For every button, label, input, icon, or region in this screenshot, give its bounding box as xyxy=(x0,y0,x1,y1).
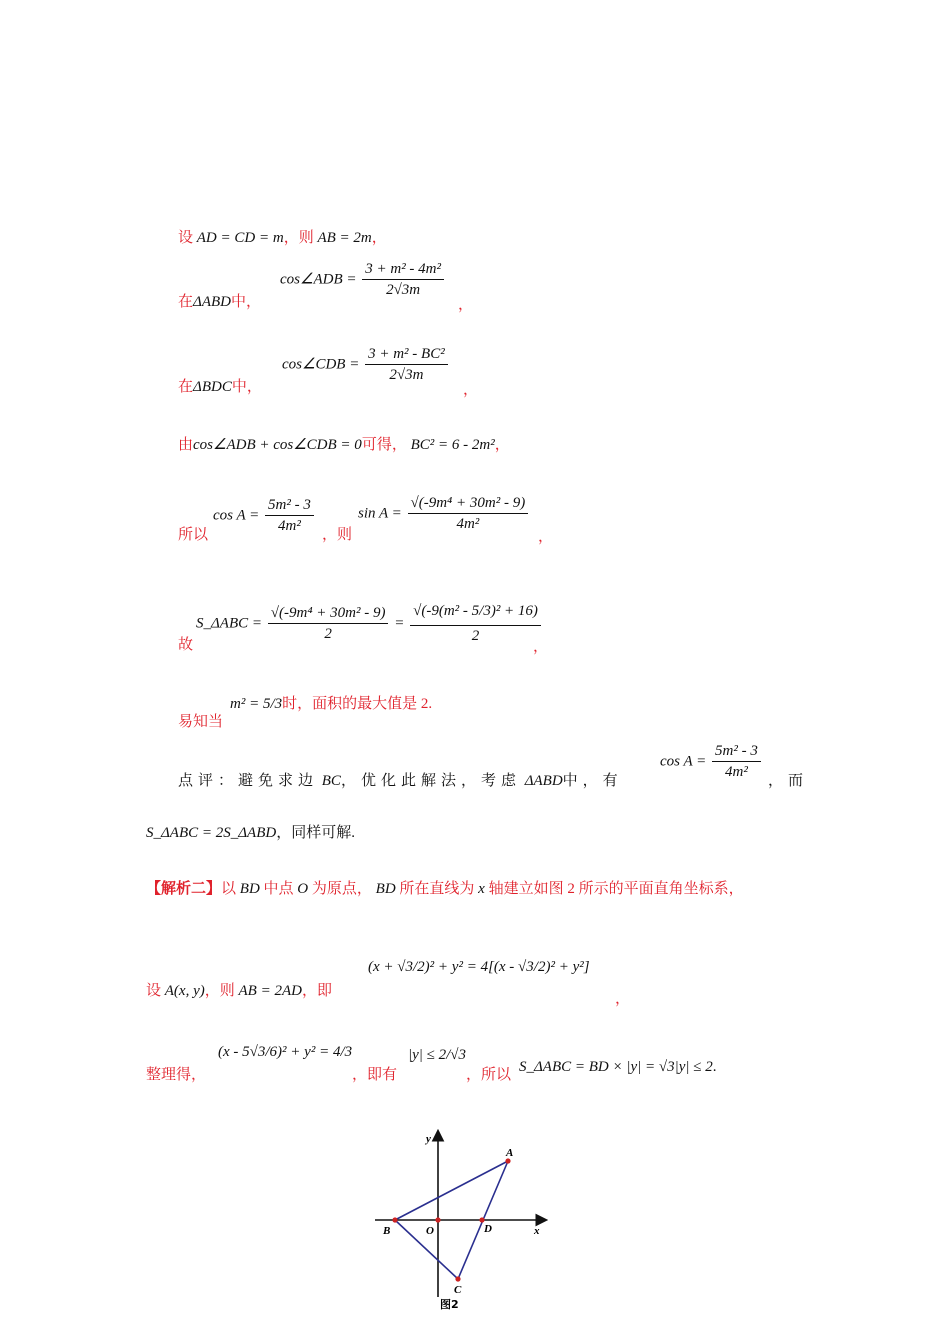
text-yizhidang: 易知当 xyxy=(178,714,224,730)
label-d: D xyxy=(484,1223,492,1235)
label-o: O xyxy=(426,1225,434,1237)
numerator: 3 + m² - 4m² xyxy=(362,262,444,280)
math-point-a: A(x, y) xyxy=(164,983,205,999)
fraction xyxy=(712,744,761,780)
math-bc: BC xyxy=(321,773,341,789)
fraction-1 xyxy=(268,606,389,642)
line-12 xyxy=(146,1068,206,1083)
line-9 xyxy=(146,826,355,841)
fraction xyxy=(365,347,448,383)
line-11 xyxy=(146,984,332,999)
line-8 xyxy=(178,774,623,789)
text-tongyang: ，同样可解. xyxy=(276,825,355,841)
comma-6 xyxy=(533,640,548,655)
math-y-bound: |y| ≤ 2/√3 xyxy=(408,1047,467,1063)
text-comma: ， xyxy=(458,297,474,313)
text-ji: ，即 xyxy=(301,983,332,999)
text-zhongdian: 中点 xyxy=(263,881,294,897)
numerator: 3 + m² - BC² xyxy=(365,347,448,365)
text-comma: ， xyxy=(371,230,387,246)
math-bd: BD xyxy=(239,881,260,897)
text-ze: ，则 xyxy=(283,230,314,246)
text-comma: ， xyxy=(533,639,549,655)
formula-sin-a xyxy=(358,496,530,532)
math-lhs: cos A = xyxy=(660,753,707,770)
math-m2-eq-5-3: m² = 5/3 xyxy=(230,696,283,712)
formula-m-squared xyxy=(230,697,432,712)
text-comma: ， xyxy=(538,529,554,545)
line-5-label xyxy=(178,528,208,543)
section-tag: 【解析二】 xyxy=(146,881,222,897)
text-zhongyou: 中，有 xyxy=(562,773,623,789)
point-d xyxy=(479,1217,484,1222)
label-x: x xyxy=(534,1225,540,1237)
text-comma: ， xyxy=(463,382,479,398)
text-er xyxy=(768,774,808,789)
line-3 xyxy=(178,380,262,395)
text-you: 由 xyxy=(178,437,194,453)
fraction xyxy=(362,262,444,298)
math-area-bound: S_ΔABC = BD × |y| = √3|y| ≤ 2 xyxy=(519,1059,713,1075)
text-ze-5 xyxy=(322,528,352,543)
comma-2 xyxy=(458,298,473,313)
text-jiyou-label: ，即有 xyxy=(352,1067,398,1083)
math-equation: (x + √3/2)² + y² = 4[(x - √3/2)² + y²] xyxy=(368,959,590,975)
point-c xyxy=(455,1276,460,1281)
comma-3 xyxy=(463,383,478,398)
text-suoyi: 所以 xyxy=(178,527,209,543)
comma-11 xyxy=(615,992,630,1007)
math-x: x xyxy=(478,881,485,897)
label-b: B xyxy=(383,1225,391,1237)
numerator: 5m² - 3 xyxy=(265,498,314,516)
label-a: A xyxy=(506,1147,514,1159)
formula-cos-adb xyxy=(280,262,446,298)
denominator: 4m² xyxy=(277,518,301,534)
text-er-label: ，而 xyxy=(768,773,809,789)
math-lhs: S_ΔABC = xyxy=(196,615,263,632)
numerator: √(-9m⁴ + 30m² - 9) xyxy=(408,496,529,514)
text-max-area: 时，面积的最大值是 2. xyxy=(282,696,433,712)
point-b xyxy=(392,1217,397,1222)
text-yi: 以 xyxy=(221,881,237,897)
text-suoyi: ，所以 xyxy=(466,1067,512,1083)
text-ze: ，则 xyxy=(204,983,235,999)
equals: = xyxy=(394,615,405,632)
text-zhoujian: 轴建立如图 2 所示的平面直角坐标系， xyxy=(488,881,744,897)
text-suozai: 所在直线为 xyxy=(399,881,475,897)
line-4 xyxy=(178,438,510,453)
math-lhs: cos∠ADB = xyxy=(280,271,357,288)
line-7 xyxy=(178,715,223,730)
math-triangle-abd: ΔABD xyxy=(193,294,231,310)
text-dianping: 点评：避免求边 xyxy=(178,773,319,789)
formula-distance-eq xyxy=(368,960,590,975)
denominator: 4m² xyxy=(456,516,480,532)
formula-cos-cdb xyxy=(282,347,450,383)
point-a xyxy=(505,1158,510,1163)
line-6-label xyxy=(178,638,193,653)
numerator: √(-9(m² - 5/3)² + 16) xyxy=(410,604,541,626)
math-ad-cd-m: AD = CD = m xyxy=(196,230,284,246)
math-ab-2m: AB = 2m xyxy=(317,230,372,246)
text-zai: 在 xyxy=(178,294,194,310)
line-2 xyxy=(178,295,261,310)
text-zhong: 中， xyxy=(231,379,262,395)
fraction xyxy=(265,498,314,534)
denominator: 2√3m xyxy=(389,367,424,383)
math-lhs: cos∠CDB = xyxy=(282,356,360,373)
text-zai: 在 xyxy=(178,379,194,395)
text-she: 设 xyxy=(178,230,194,246)
denominator: 4m² xyxy=(724,764,748,780)
text-ze: ，则 xyxy=(322,527,353,543)
fraction-2 xyxy=(410,604,541,644)
math-triangle-abd: ΔABD xyxy=(524,773,563,789)
point-o xyxy=(435,1217,440,1222)
math-sum-zero: cos∠ADB + cos∠CDB = 0 xyxy=(193,437,362,453)
formula-y-bound xyxy=(408,1048,466,1063)
coordinate-figure xyxy=(370,1122,560,1312)
line-1 xyxy=(178,231,387,246)
label-y: y xyxy=(426,1133,431,1145)
comma-5 xyxy=(538,530,553,545)
text-zhong: 中， xyxy=(230,294,261,310)
text-gu: 故 xyxy=(178,637,194,653)
math-triangle-bdc: ΔBDC xyxy=(193,379,232,395)
formula-cos-a-2 xyxy=(660,744,763,780)
math-bc-squared: BC² = 6 - 2m² xyxy=(410,437,495,453)
denominator: 2 xyxy=(471,628,480,644)
label-c: C xyxy=(454,1284,462,1296)
denominator: 2√3m xyxy=(386,282,421,298)
math-area-relation: S_ΔABC = 2S_ΔABD xyxy=(146,825,277,841)
text-suoyi-12 xyxy=(466,1068,511,1083)
fraction xyxy=(408,496,529,532)
text-comma: ， xyxy=(615,991,631,1007)
formula-area-bound xyxy=(519,1060,717,1075)
math-bd-2: BD xyxy=(375,881,396,897)
figure-caption: 图2 xyxy=(440,1298,459,1311)
denominator: 2 xyxy=(324,626,332,642)
line-10 xyxy=(146,882,744,897)
text-yuandian: 为原点， xyxy=(311,881,372,897)
text-jiyou xyxy=(352,1068,397,1083)
formula-circle xyxy=(218,1045,352,1060)
text-kede: 可得， xyxy=(361,437,407,453)
math-lhs: cos A = xyxy=(213,507,260,524)
math-circle-eq: (x - 5√3/6)² + y² = 4/3 xyxy=(218,1044,353,1060)
segment-ba xyxy=(395,1161,508,1220)
numerator: 5m² - 3 xyxy=(712,744,761,762)
formula-area xyxy=(196,604,543,644)
text-youhua: ，优化此解法，考虑 xyxy=(340,773,521,789)
math-lhs: sin A = xyxy=(358,505,402,522)
text-she: 设 xyxy=(146,983,162,999)
math-o: O xyxy=(297,881,309,897)
text-period: . xyxy=(712,1059,717,1075)
numerator: √(-9m⁴ + 30m² - 9) xyxy=(268,606,389,624)
text-comma: ， xyxy=(494,437,510,453)
math-ab-2ad: AB = 2AD xyxy=(238,983,302,999)
text-zhengli: 整理得， xyxy=(146,1067,207,1083)
formula-cos-a xyxy=(213,498,316,534)
